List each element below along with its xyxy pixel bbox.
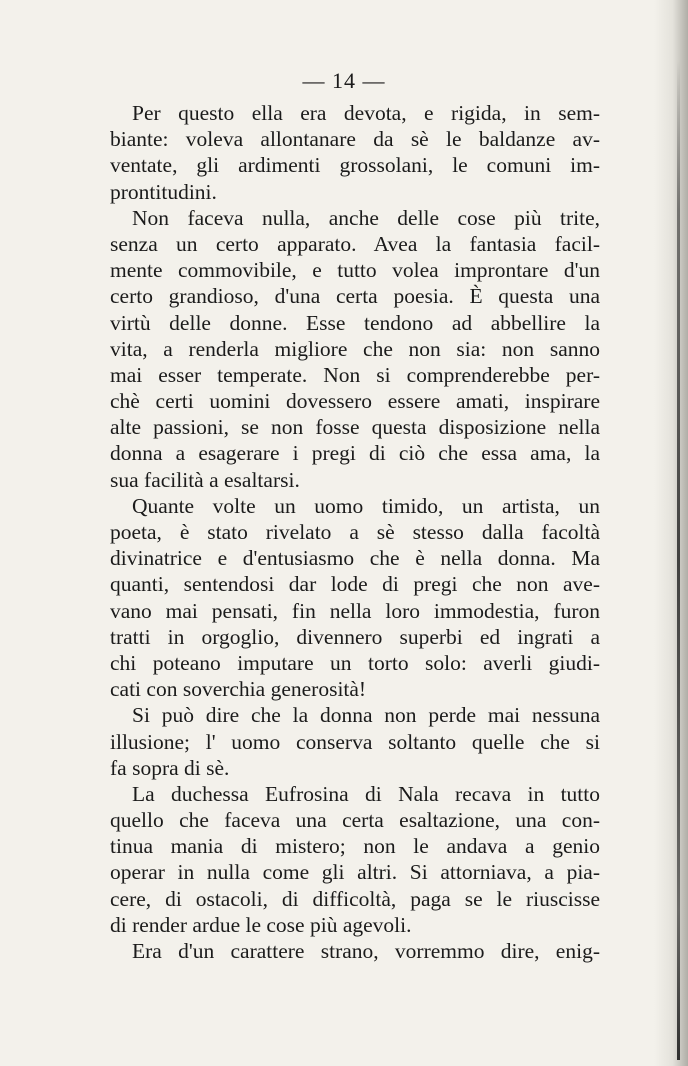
text-line: cati con soverchia generosità! <box>110 677 367 702</box>
text-line: divinatrice e d'entusiasmo che è nella donna. Ma <box>110 546 600 571</box>
text-line: vano mai pensati, fin nella loro immodestia, furon <box>110 598 600 623</box>
text-line: operar in nulla come gli altri. Si attorniava, a pia- <box>110 860 600 885</box>
text-line: sua facilità a esaltarsi. <box>110 467 300 492</box>
text-line: Per questo ella era devota, e rigida, in sem- <box>132 101 600 125</box>
text-line: virtù delle donne. Esse tendono ad abbellire la <box>110 310 600 335</box>
paragraph <box>110 938 600 964</box>
text-line: senza un certo apparato. Avea la fantasia facil- <box>110 231 600 256</box>
text-line: Non faceva nulla, anche delle cose più trite, <box>132 205 600 230</box>
paragraph <box>110 702 600 781</box>
text-line: prontitudini. <box>110 179 217 204</box>
text-line: La duchessa Eufrosina di Nala recava in tutto <box>132 781 600 806</box>
text-line: mai esser temperate. Non si comprenderebbe per- <box>110 362 600 387</box>
text-line: chè certi uomini dovessero essere amati, inspirare <box>110 389 600 414</box>
text-line: biante: voleva allontanare da sè le baldanze av- <box>110 127 600 152</box>
paragraph <box>110 493 600 703</box>
text-line: certo grandioso, d'una certa poesia. È questa una <box>110 284 600 309</box>
text-line: tratti in orgoglio, divennero superbi ed ingrati a <box>110 624 600 649</box>
text-line: alte passioni, se non fosse questa disposizione nella <box>110 415 600 440</box>
text-line: tinua mania di mistero; non le andava a genio <box>110 834 600 859</box>
text-line: donna a esagerare i pregi di ciò che essa ama, la <box>110 441 600 466</box>
text-line: illusione; l' uomo conserva soltanto quelle che si <box>110 729 600 754</box>
text-line: vita, a renderla migliore che non sia: non sanno <box>110 336 600 361</box>
text-line: chi poteano imputare un torto solo: averli giudi- <box>110 650 600 675</box>
page-number: — 14 — <box>302 68 386 93</box>
text-line: Quante volte un uomo timido, un artista, un <box>132 493 600 518</box>
text-line: ventate, gli ardimenti grossolani, le comuni im- <box>110 153 600 178</box>
body-text <box>110 100 600 964</box>
paragraph <box>110 100 600 205</box>
text-line: fa sopra di sè. <box>110 755 230 780</box>
page-edge-shadow <box>654 0 688 1066</box>
text-line: poeta, è stato rivelato a sè stesso dalla facoltà <box>110 520 600 544</box>
text-line: mente commovibile, e tutto volea improntare d'un <box>110 258 600 283</box>
text-line: quanti, sentendosi dar lode di pregi che non ave- <box>110 572 600 597</box>
paragraph <box>110 205 600 493</box>
text-line: di render ardue le cose più agevoli. <box>110 912 412 937</box>
text-line: Era d'un carattere strano, vorremmo dire, enig- <box>132 939 600 963</box>
text-line: cere, di ostacoli, di difficoltà, paga se le riuscisse <box>110 886 600 911</box>
binding-edge <box>677 60 680 1060</box>
paragraph <box>110 781 600 938</box>
text-line: Si può dire che la donna non perde mai nessuna <box>132 703 600 728</box>
text-line: quello che faceva una certa esaltazione, una con- <box>110 808 600 833</box>
